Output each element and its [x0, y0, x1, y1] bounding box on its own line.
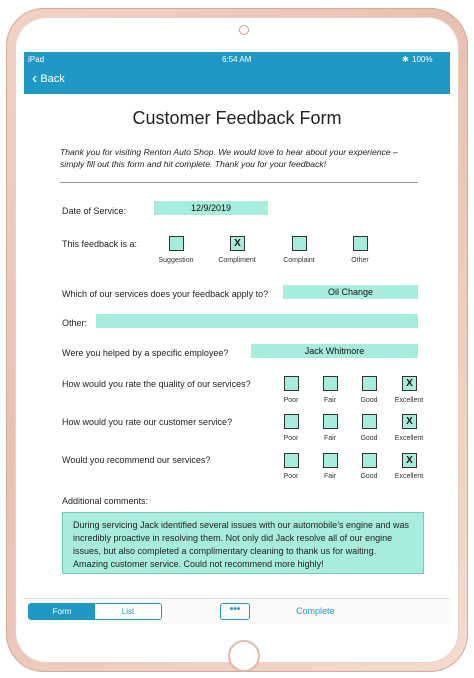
recommend-excellent-checkbox[interactable]: X [402, 453, 417, 468]
service-fair-label: Fair [323, 435, 337, 442]
quality-fair-label: Fair [323, 397, 337, 404]
form-intro: Thank you for visiting Renton Auto Shop. We would love to hear about your experience – simply fill out this form and hit complete. Thank you for your feedback! [60, 147, 398, 169]
status-bar [24, 52, 450, 68]
quality-good-label: Good [360, 397, 378, 404]
quality-good-checkbox[interactable] [362, 376, 377, 391]
recommend-poor-label: Poor [283, 473, 299, 480]
recommend-poor-checkbox[interactable] [284, 453, 299, 468]
service-excellent-checkbox[interactable]: X [402, 414, 417, 429]
recommend-good-checkbox[interactable] [362, 453, 377, 468]
form-title: Customer Feedback Form [132, 108, 342, 128]
quality-poor-label: Poor [283, 397, 299, 404]
service-excellent-label: Excellent [394, 435, 424, 442]
suggestion-checkbox[interactable] [169, 236, 184, 251]
service-fair-checkbox[interactable] [323, 414, 338, 429]
complete-button[interactable]: Complete [296, 606, 335, 616]
recommend-good-label: Good [360, 473, 378, 480]
back-button[interactable] [32, 72, 65, 86]
complaint-checkbox[interactable] [292, 236, 307, 251]
tab-form[interactable]: Form [29, 604, 95, 619]
chevron-left-icon: ‹ [32, 70, 38, 87]
battery-label: 100% [412, 55, 433, 64]
recommend-excellent-label: Excellent [394, 473, 424, 480]
comments-field[interactable]: During servicing Jack identified several issues with our automobile’s engine and was incredibly proactive in resolving them. Not only did Jack resolve all of our engine issues, but also completed a complimentary cleaning to thank us for waiting. Amazing customer service. Could not recommend more highly! [62, 512, 424, 574]
tab-list[interactable]: List [95, 604, 161, 619]
bluetooth-icon: ✱ [402, 55, 409, 64]
other-checkbox[interactable] [353, 236, 368, 251]
service-good-checkbox[interactable] [362, 414, 377, 429]
service-poor-label: Poor [283, 435, 299, 442]
home-button[interactable] [228, 640, 260, 672]
complaint-label: Complaint [283, 257, 315, 264]
other-service-label: Other: [62, 318, 88, 328]
feedback-type-label: This feedback is a: [62, 239, 138, 249]
quality-excellent-checkbox[interactable]: X [402, 376, 417, 391]
service-good-label: Good [360, 435, 378, 442]
quality-excellent-label: Excellent [394, 397, 424, 404]
service-label: Which of our services does your feedback apply to? [62, 289, 269, 299]
employee-field[interactable]: Jack Whitmore [251, 344, 418, 358]
recommend-fair-checkbox[interactable] [323, 453, 338, 468]
carrier-label: iPad [28, 55, 45, 64]
bottom-toolbar [24, 598, 450, 624]
quality-question: How would you rate the quality of our services? [62, 379, 251, 389]
other-label: Other [351, 257, 369, 264]
other-service-field[interactable] [96, 314, 418, 328]
quality-poor-checkbox[interactable] [284, 376, 299, 391]
service-field[interactable]: Oil Change [283, 285, 418, 299]
clock: 6:54 AM [222, 55, 252, 64]
employee-label: Were you helped by a specific employee? [62, 348, 229, 358]
camera-icon [239, 25, 249, 35]
comments-label: Additional comments: [62, 496, 149, 506]
compliment-checkbox[interactable]: X [230, 236, 245, 251]
compliment-label: Compliment [218, 257, 256, 264]
app-screen [24, 52, 450, 624]
service-poor-checkbox[interactable] [284, 414, 299, 429]
quality-fair-checkbox[interactable] [323, 376, 338, 391]
nav-bar [24, 68, 450, 94]
customer-service-question: How would you rate our customer service? [62, 417, 233, 427]
recommend-fair-label: Fair [323, 473, 337, 480]
more-options-button[interactable]: ••• [220, 603, 250, 620]
back-label: Back [40, 73, 65, 85]
suggestion-label: Suggestion [158, 257, 194, 264]
recommend-question: Would you recommend our services? [62, 455, 211, 465]
date-label: Date of Service: [62, 206, 127, 216]
view-segmented-control [28, 603, 162, 620]
date-field[interactable]: 12/9/2019 [154, 201, 268, 215]
divider [60, 182, 418, 183]
